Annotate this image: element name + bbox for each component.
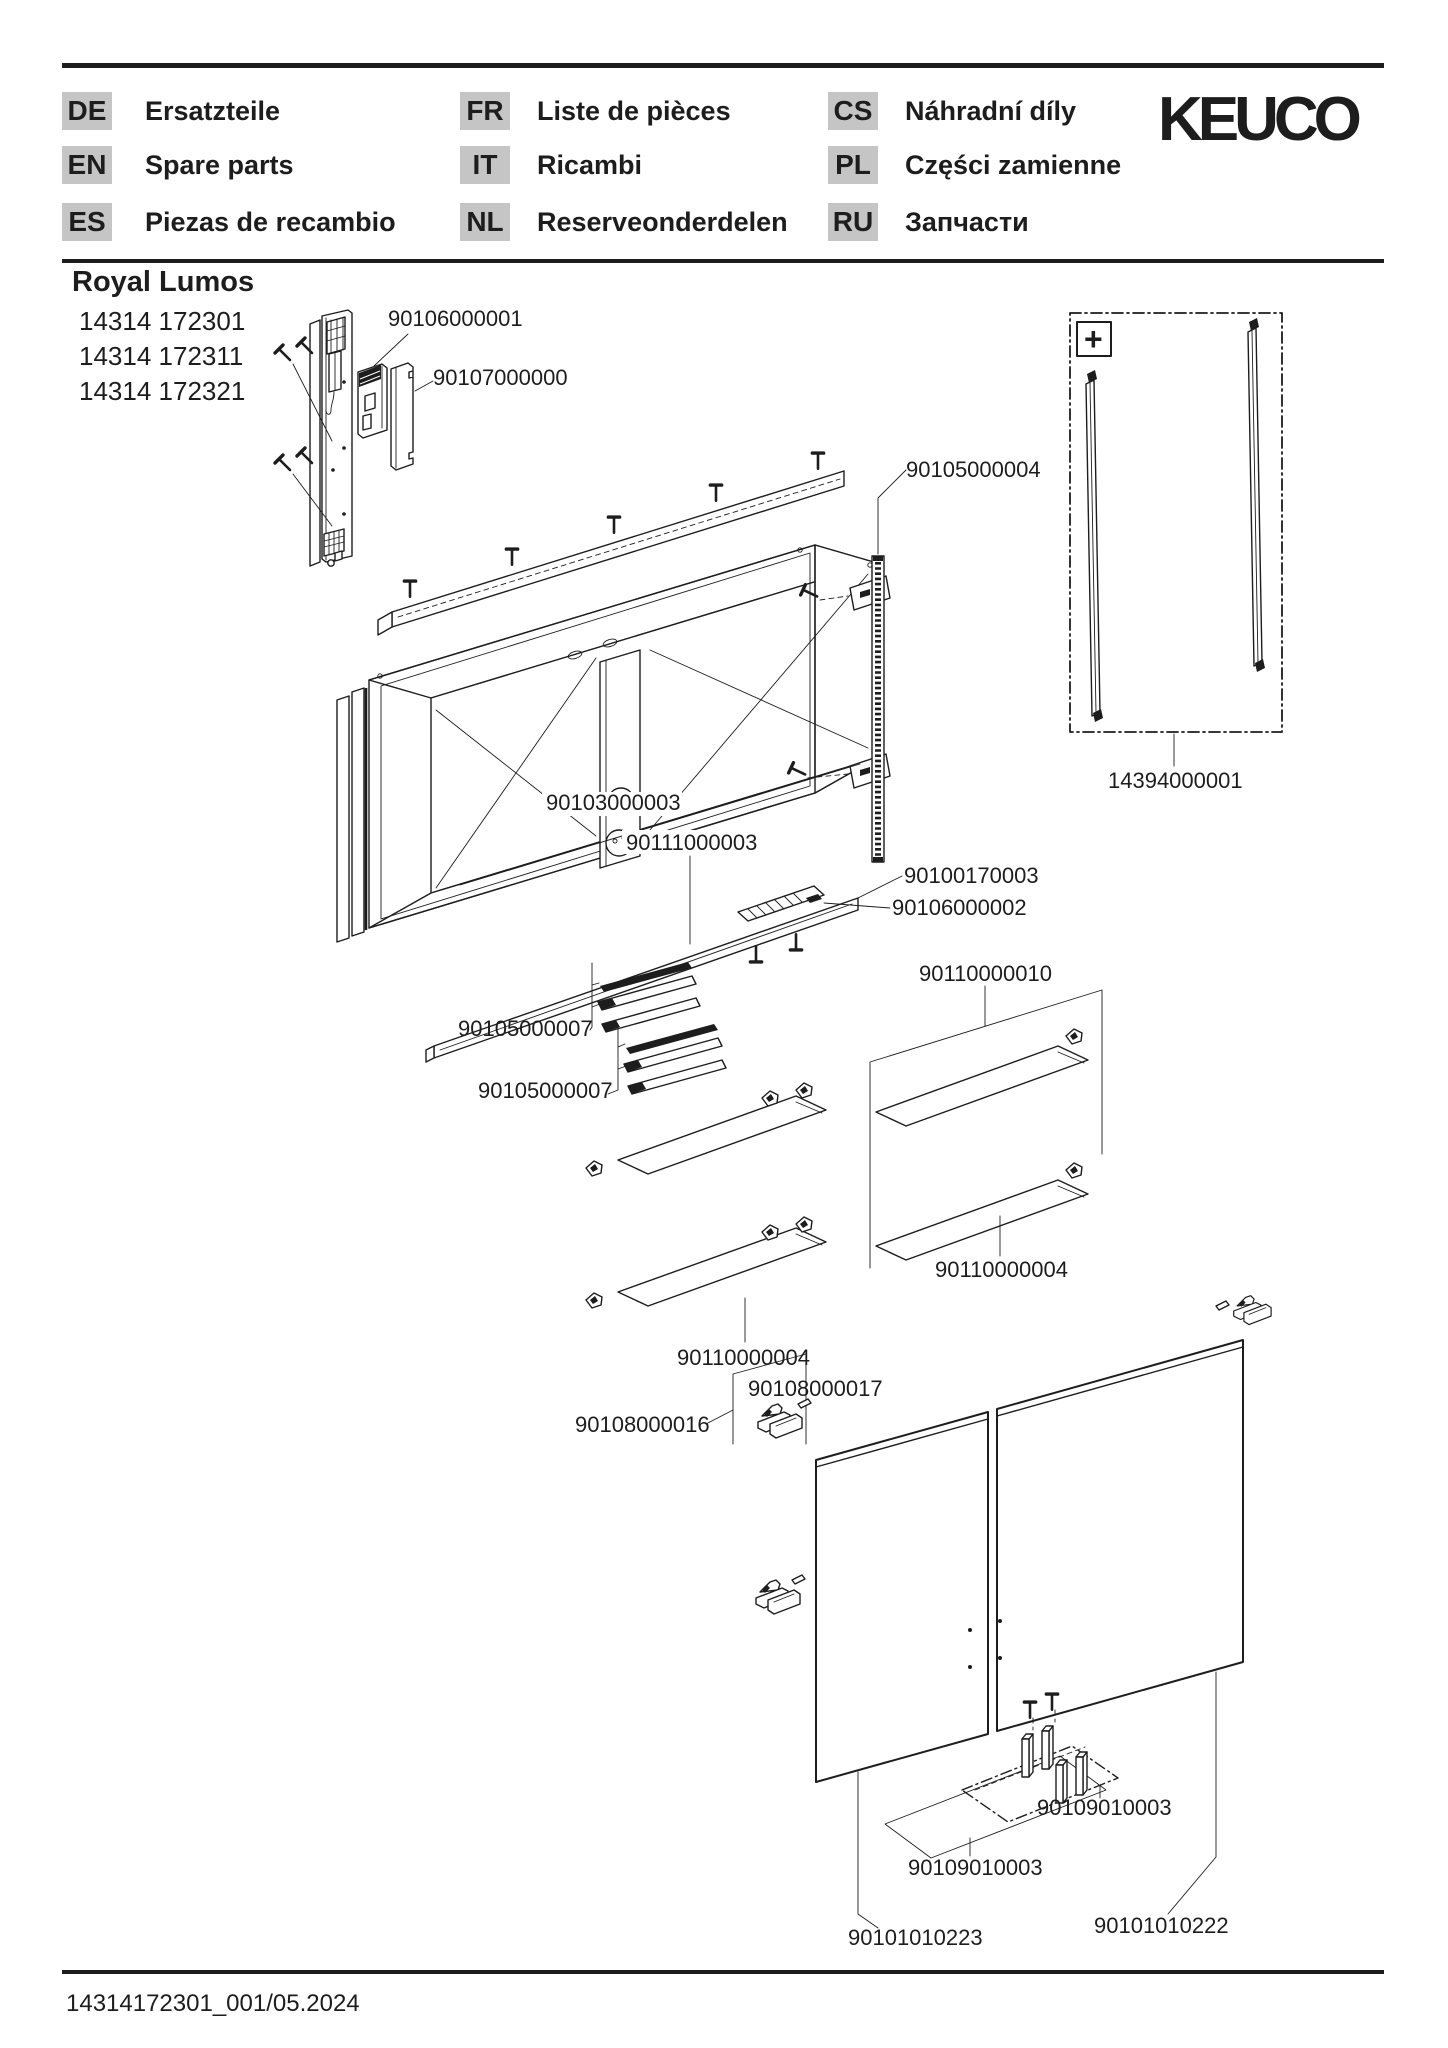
document-id: 14314172301_001/05.2024 <box>66 1990 360 2017</box>
part-label: 90105000007 <box>458 1016 593 1041</box>
lang-label-es: Piezas de recambio <box>145 207 396 237</box>
model-number: 14314 172301 <box>79 306 246 336</box>
lang-label-cs: Náhradní díly <box>905 96 1077 126</box>
part-label: 90111000003 <box>626 830 758 855</box>
profile-set-2 <box>608 1024 726 1094</box>
part-label: 90101010223 <box>848 1925 983 1950</box>
hinge-clip-icon <box>758 1404 802 1438</box>
lang-badge-it: IT <box>460 146 510 184</box>
lang-label-nl: Reserveonderdelen <box>537 207 788 237</box>
hinge-clip-icon <box>1234 1296 1271 1325</box>
lang-badge-ru: RU <box>828 203 878 241</box>
footer-rule <box>62 1970 1384 1974</box>
accessory-kit-box <box>1070 313 1282 766</box>
part-label: 90105000007 <box>478 1078 613 1103</box>
wall-mounting-strip <box>275 310 352 566</box>
lang-badge-es: ES <box>62 203 112 241</box>
part-label: 90106000002 <box>892 895 1027 920</box>
lang-badge-fr: FR <box>460 92 510 130</box>
lang-label-pl: Części zamienne <box>905 150 1122 180</box>
product-series-title: Royal Lumos <box>72 266 255 298</box>
part-label: 90107000000 <box>433 365 568 390</box>
plus-icon: + <box>1084 321 1103 357</box>
part-label: 90105000004 <box>906 457 1041 482</box>
part-label: 90108000017 <box>748 1376 883 1401</box>
part-label: 90106000001 <box>388 306 523 331</box>
screw-icon <box>785 934 806 955</box>
screw-icon <box>275 338 312 470</box>
hinge-clip-icon <box>756 1580 800 1614</box>
led-board <box>738 886 890 968</box>
lang-label-fr: Liste de pièces <box>537 96 731 126</box>
lang-label-it: Ricambi <box>537 150 643 180</box>
lang-label-de: Ersatzteile <box>145 96 281 126</box>
part-label: 90108000016 <box>575 1412 710 1437</box>
part-label: 90103000003 <box>546 790 681 815</box>
part-label: 14394000001 <box>1108 768 1243 793</box>
pin-icon <box>1022 1726 1087 1803</box>
model-number: 14314 172321 <box>79 376 246 406</box>
part-label: 90109010003 <box>1037 1795 1172 1820</box>
part-label: 90110000004 <box>935 1257 1068 1282</box>
keuco-logo: KEUCO <box>1158 85 1357 154</box>
lang-badge-pl: PL <box>828 146 878 184</box>
part-label: 90101010222 <box>1094 1913 1229 1938</box>
part-label: 90109010003 <box>908 1855 1043 1880</box>
cover-profile <box>391 363 433 470</box>
screw-icon <box>745 946 766 967</box>
lang-label-ru: Запчасти <box>905 207 1029 237</box>
lang-badge-cs: CS <box>828 92 878 130</box>
lang-badge-en: EN <box>62 146 112 184</box>
lang-label-en: Spare parts <box>145 150 294 180</box>
part-label: 90110000004 <box>677 1345 810 1370</box>
lang-badge-nl: NL <box>460 203 510 241</box>
part-label: 90110000010 <box>919 961 1052 986</box>
lang-badge-de: DE <box>62 92 112 130</box>
model-number: 14314 172311 <box>79 341 244 371</box>
part-label: 90100170003 <box>904 863 1039 888</box>
led-strip <box>872 470 906 862</box>
mirror-doors <box>816 1296 1271 1928</box>
